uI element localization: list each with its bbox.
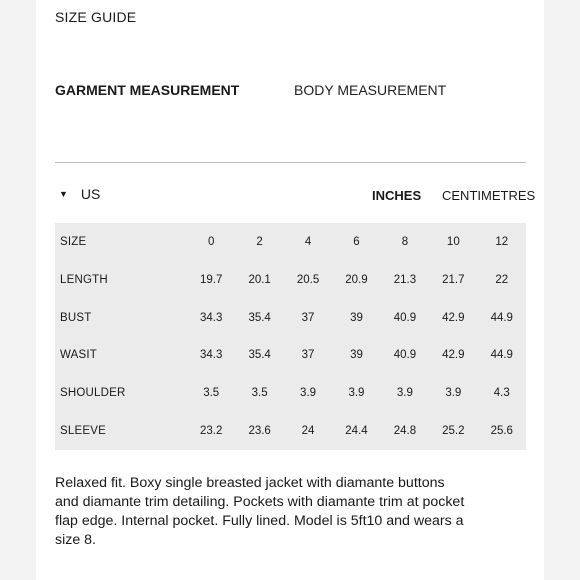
- divider: [55, 162, 526, 163]
- table-cell: 24.4: [345, 425, 368, 438]
- table-cell: 24.8: [393, 425, 417, 438]
- table-cell: 40.9: [393, 311, 417, 324]
- table-cell: 3.9: [348, 387, 365, 400]
- row-label: BUST: [60, 311, 92, 324]
- table-cell: 25.2: [442, 425, 465, 438]
- table-cell: 23.2: [200, 425, 223, 438]
- unit-inches-toggle[interactable]: INCHES: [372, 188, 422, 203]
- table-cell: 22: [495, 273, 509, 286]
- product-description: Relaxed fit. Boxy single breasted jacket with diamante buttons and diamante trim detailing. Pockets with diamante trim at pocket flap edge. Internal pocket. Fully lined. Model is 5ft10 and wears a size 8.: [55, 475, 465, 548]
- table-cell: 4.3: [493, 387, 510, 400]
- row-label: SLEEVE: [60, 425, 106, 438]
- size-table: [55, 223, 526, 450]
- table-cell: 6: [353, 235, 360, 248]
- table-cell: 34.3: [200, 349, 223, 362]
- table-cell: 8: [401, 235, 409, 248]
- page-title: SIZE GUIDE: [55, 9, 137, 25]
- table-cell: 39: [350, 311, 363, 324]
- table-cell: 12: [495, 235, 509, 248]
- unit-centimetres-toggle[interactable]: CENTIMETRES: [442, 188, 536, 203]
- table-cell: 42.9: [442, 311, 465, 324]
- table-cell: 25.6: [490, 425, 513, 438]
- table-cell: 40.9: [393, 349, 417, 362]
- table-cell: 3.5: [203, 387, 220, 400]
- table-cell: 35.4: [248, 311, 271, 324]
- table-cell: 24: [301, 425, 315, 438]
- table-cell: 19.7: [200, 273, 223, 286]
- row-label: LENGTH: [60, 273, 108, 286]
- row-label: SIZE: [60, 235, 87, 248]
- table-cell: 35.4: [248, 349, 271, 362]
- table-cell: 21.7: [442, 273, 465, 286]
- row-label: WASIT: [60, 349, 97, 362]
- tab-garment-measurement[interactable]: GARMENT MEASUREMENT: [55, 82, 240, 98]
- table-cell: 21.3: [393, 273, 417, 286]
- table-cell: 44.9: [490, 349, 513, 362]
- table-row: [55, 412, 526, 450]
- table-cell: 20.1: [248, 273, 271, 286]
- table-cell: 44.9: [490, 311, 513, 324]
- caret-down-icon: ▼: [59, 189, 68, 199]
- region-selector[interactable]: [59, 186, 100, 202]
- table-cell: 39: [350, 349, 363, 362]
- table-cell: 20.9: [345, 273, 368, 286]
- table-cell: 23.6: [248, 425, 271, 438]
- row-label: SHOULDER: [60, 387, 126, 400]
- tab-body-measurement[interactable]: BODY MEASUREMENT: [294, 82, 447, 98]
- table-cell: 3.9: [300, 387, 317, 400]
- table-cell: 4: [304, 235, 312, 248]
- table-cell: 3.9: [445, 387, 462, 400]
- region-label: US: [80, 186, 101, 202]
- table-row: [55, 299, 526, 337]
- table-cell: 3.9: [396, 387, 413, 400]
- table-row: [55, 223, 526, 261]
- table-cell: 20.5: [296, 273, 320, 286]
- table-cell: 34.3: [200, 311, 223, 324]
- table-cell: 2: [256, 235, 263, 248]
- table-cell: 10: [446, 235, 460, 248]
- table-row: [55, 261, 526, 299]
- table-cell: 37: [301, 311, 315, 324]
- table-cell: 3.5: [251, 387, 268, 400]
- table-cell: 37: [301, 349, 315, 362]
- table-row: [55, 336, 526, 374]
- table-cell: 42.9: [442, 349, 465, 362]
- table-row: [55, 374, 526, 412]
- table-cell: 0: [208, 235, 215, 248]
